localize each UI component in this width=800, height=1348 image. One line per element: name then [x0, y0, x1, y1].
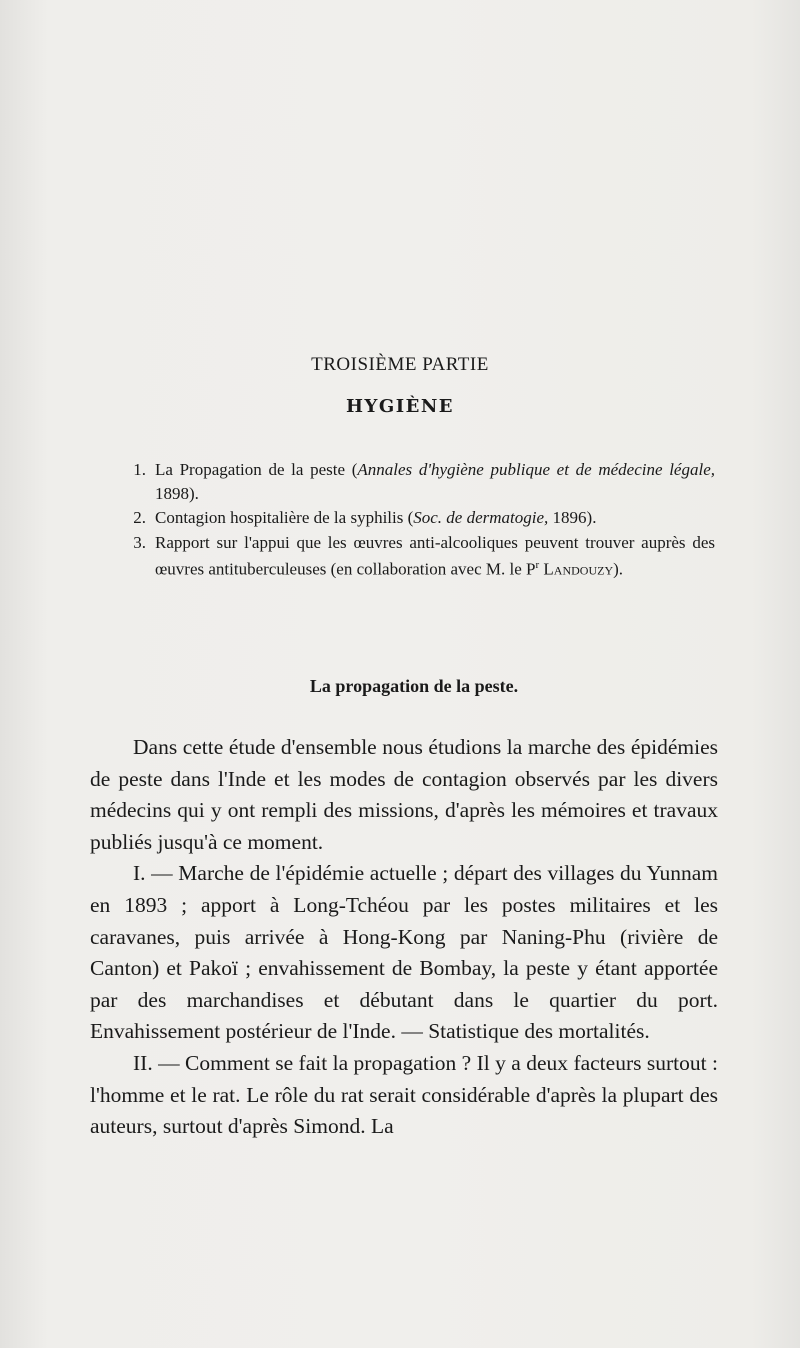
bibliography-list	[113, 458, 715, 582]
paragraph: I. — Marche de l'épidémie actuelle ; départ des villages du Yunnam en 1893 ; apport à Long-Tchéou par les postes militaires et les caravanes, puis arrivée à Hong-Kong par Naning-Phu (rivière de Canton) et Pakoï ; envahissement de Bombay, la peste y étant apportée par des marchandises et débutant dans le quartier du port. Envahissement postérieur de l'Inde. — Statistique des mortalités.	[90, 861, 718, 1044]
bibliography-number: 3.	[133, 532, 146, 552]
part-title: TROISIÈME PARTIE	[311, 354, 489, 375]
section-title: HYGIÈNE	[345, 396, 455, 417]
bibliography-text: Rapport sur l'appui que les œuvres anti-alcooliques peuvent trouver auprès des œuvres antituberculeuses (en collaboration avec M. le $P^r$ Landouzy).	[155, 532, 715, 579]
bibliography-author: Landouzy	[543, 559, 614, 579]
article-body	[90, 732, 718, 1143]
paragraph: II. — Comment se fait la propagation ? Il y a deux facteurs surtout : l'homme et le rat. Le rôle du rat serait considérable d'après la plupart des auteurs, surtout d'après Simond. La	[90, 1050, 718, 1139]
bibliography-item	[113, 506, 715, 530]
bibliography-source: Soc. de dermatogie,	[413, 508, 549, 527]
bibliography-item	[113, 531, 715, 582]
bibliography-number: 1.	[133, 460, 146, 479]
paragraph: Dans cette étude d'ensemble nous étudions la marche des épidémies de peste dans l'Inde et les modes de contagion observés par les divers médecins qui y ont rempli des missions, d'après les mémoires et travaux publiés jusqu'à ce moment.	[90, 735, 718, 854]
bibliography-text: Contagion hospitalière de la syphilis (Soc. de dermatogie, 1896).	[155, 508, 597, 527]
bibliography-source: Annales d'hygiène publique et de médecine légale,	[357, 460, 715, 479]
bibliography-item	[113, 458, 715, 505]
bibliography-number: 2.	[133, 508, 146, 527]
bibliography-text: La Propagation de la peste (Annales d'hygiène publique et de médecine légale, 1898).	[155, 460, 715, 503]
article-title: La propagation de la peste.	[309, 676, 519, 696]
